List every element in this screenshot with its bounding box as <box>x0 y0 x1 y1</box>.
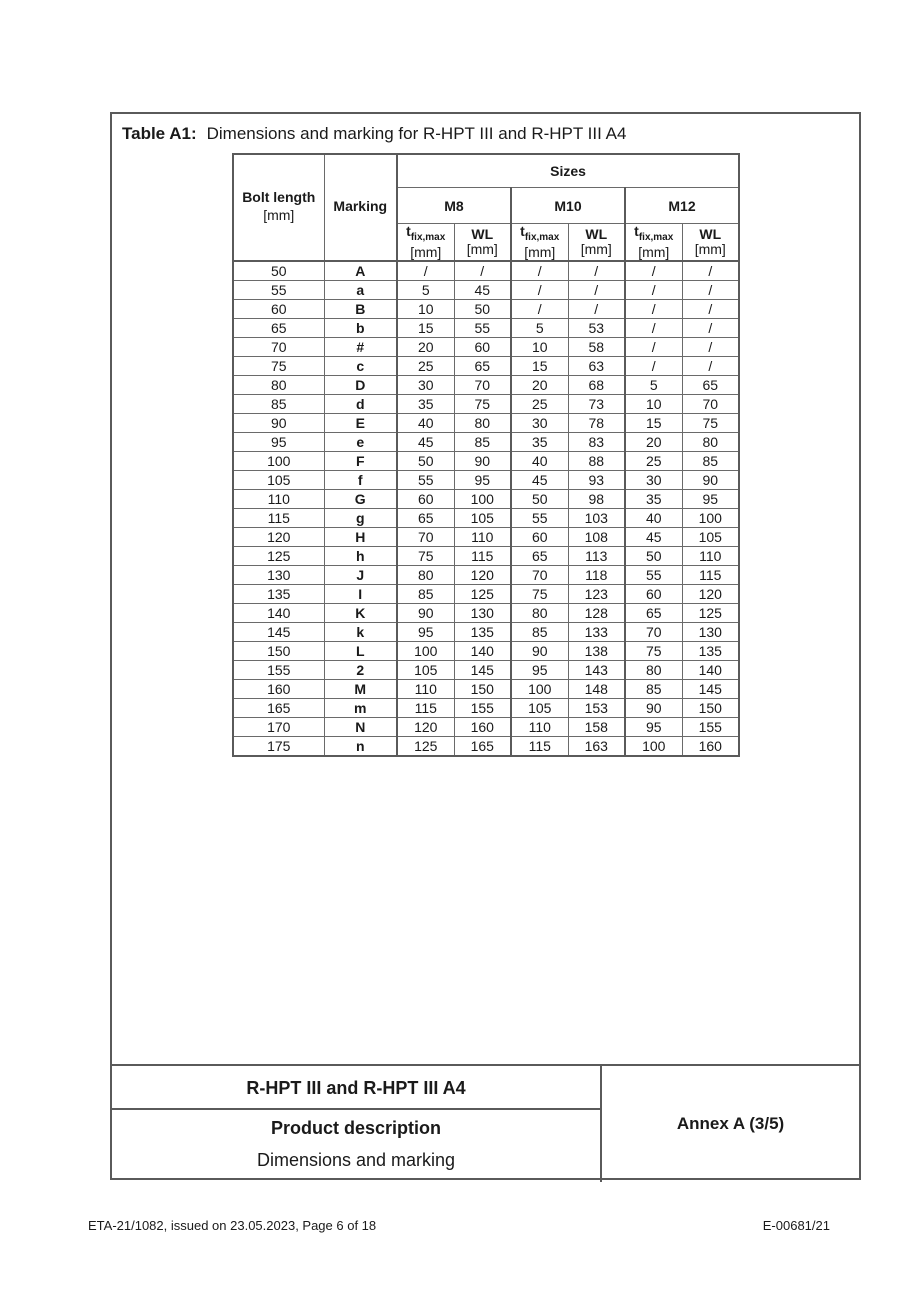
cell-m12-tfix: 80 <box>625 661 682 680</box>
table-row <box>233 566 739 585</box>
cell-bolt-length: 100 <box>233 452 324 471</box>
table-row <box>233 680 739 699</box>
cell-m12-tfix: 65 <box>625 604 682 623</box>
cell-m12-tfix: 60 <box>625 585 682 604</box>
cell-bolt-length: 70 <box>233 338 324 357</box>
subheader-tfix-max <box>625 224 682 262</box>
cell-m12-tfix: 55 <box>625 566 682 585</box>
cell-m10-wl: 108 <box>568 528 625 547</box>
table-row <box>233 319 739 338</box>
table-row <box>233 338 739 357</box>
cell-m10-wl: 58 <box>568 338 625 357</box>
wl-symbol: WL <box>699 226 722 242</box>
table-row <box>233 528 739 547</box>
cell-m8-tfix: 60 <box>397 490 454 509</box>
tfix-subscript: fix,max <box>638 231 674 243</box>
cell-m10-wl: 53 <box>568 319 625 338</box>
cell-m8-tfix: 105 <box>397 661 454 680</box>
cell-m10-tfix: 35 <box>511 433 568 452</box>
cell-bolt-length: 85 <box>233 395 324 414</box>
cell-m10-tfix: 90 <box>511 642 568 661</box>
cell-m12-tfix: 5 <box>625 376 682 395</box>
cell-marking: N <box>324 718 397 737</box>
cell-m10-tfix: / <box>511 300 568 319</box>
cell-m8-tfix: 35 <box>397 395 454 414</box>
cell-m10-tfix: 110 <box>511 718 568 737</box>
cell-bolt-length: 155 <box>233 661 324 680</box>
bolt-length-unit: [mm] <box>263 206 295 223</box>
cell-m12-wl: 135 <box>682 642 739 661</box>
cell-bolt-length: 65 <box>233 319 324 338</box>
cell-m12-tfix: / <box>625 319 682 338</box>
cell-m8-tfix: 55 <box>397 471 454 490</box>
cell-m10-wl: / <box>568 261 625 281</box>
cell-m10-tfix: 70 <box>511 566 568 585</box>
tfix-unit: [mm] <box>410 243 442 260</box>
cell-marking: M <box>324 680 397 699</box>
cell-marking: E <box>324 414 397 433</box>
cell-marking: # <box>324 338 397 357</box>
cell-m12-wl: 90 <box>682 471 739 490</box>
cell-m10-tfix: / <box>511 281 568 300</box>
cell-m12-wl: / <box>682 300 739 319</box>
table-row <box>233 604 739 623</box>
table-row <box>233 395 739 414</box>
cell-marking: I <box>324 585 397 604</box>
bolt-length-title: Bolt length <box>242 188 316 205</box>
cell-m8-tfix: 80 <box>397 566 454 585</box>
cell-m10-wl: 133 <box>568 623 625 642</box>
cell-marking: d <box>324 395 397 414</box>
cell-m12-tfix: 70 <box>625 623 682 642</box>
cell-m12-tfix: 45 <box>625 528 682 547</box>
cell-m12-tfix: 85 <box>625 680 682 699</box>
cell-m8-tfix: 10 <box>397 300 454 319</box>
header-bolt-length-blank <box>233 224 324 262</box>
cell-m12-wl: / <box>682 319 739 338</box>
product-description: Product description <box>270 1118 441 1138</box>
cell-m12-tfix: / <box>625 281 682 300</box>
table-row <box>233 471 739 490</box>
cell-m12-wl: 80 <box>682 433 739 452</box>
cell-m8-tfix: 120 <box>397 718 454 737</box>
cell-m8-tfix: 65 <box>397 509 454 528</box>
cell-m8-wl: 125 <box>454 585 511 604</box>
cell-m8-wl: 105 <box>454 509 511 528</box>
cell-m12-wl: 65 <box>682 376 739 395</box>
document-reference: ETA-21/1082, issued on 23.05.2023, Page 6 of 18 <box>88 1218 377 1233</box>
cell-m8-wl: 140 <box>454 642 511 661</box>
cell-m8-wl: / <box>454 261 511 281</box>
cell-marking: K <box>324 604 397 623</box>
cell-marking: n <box>324 737 397 757</box>
cell-m8-wl: 135 <box>454 623 511 642</box>
cell-m8-tfix: 20 <box>397 338 454 357</box>
table-caption <box>122 124 626 144</box>
cell-m8-tfix: 110 <box>397 680 454 699</box>
cell-m12-wl: 115 <box>682 566 739 585</box>
cell-m10-wl: 78 <box>568 414 625 433</box>
cell-bolt-length: 80 <box>233 376 324 395</box>
cell-bolt-length: 75 <box>233 357 324 376</box>
cell-bolt-length: 150 <box>233 642 324 661</box>
cell-m10-wl: 73 <box>568 395 625 414</box>
cell-marking: J <box>324 566 397 585</box>
cell-m10-tfix: 55 <box>511 509 568 528</box>
table-row <box>233 547 739 566</box>
tfix-symbol: t <box>520 223 525 240</box>
cell-m10-tfix: 15 <box>511 357 568 376</box>
cell-m8-tfix: 95 <box>397 623 454 642</box>
cell-m10-wl: 98 <box>568 490 625 509</box>
cell-m8-wl: 65 <box>454 357 511 376</box>
tfix-subscript: fix,max <box>410 231 446 243</box>
product-name: R-HPT III and R-HPT III A4 <box>112 1066 600 1110</box>
cell-m8-tfix: 70 <box>397 528 454 547</box>
table-row <box>233 261 739 281</box>
cell-m12-wl: 110 <box>682 547 739 566</box>
cell-m12-wl: 100 <box>682 509 739 528</box>
cell-bolt-length: 95 <box>233 433 324 452</box>
cell-m8-tfix: 90 <box>397 604 454 623</box>
cell-m10-tfix: 95 <box>511 661 568 680</box>
cell-bolt-length: 160 <box>233 680 324 699</box>
cell-m12-tfix: 10 <box>625 395 682 414</box>
cell-m12-tfix: 20 <box>625 433 682 452</box>
cell-m8-wl: 50 <box>454 300 511 319</box>
wl-unit: [mm] <box>580 241 612 257</box>
header-bolt-length-label <box>233 188 324 224</box>
cell-m12-tfix: 75 <box>625 642 682 661</box>
cell-m12-wl: 155 <box>682 718 739 737</box>
product-subdescription: Dimensions and marking <box>256 1150 456 1170</box>
table-row <box>233 414 739 433</box>
cell-m12-wl: 160 <box>682 737 739 757</box>
cell-m10-wl: 63 <box>568 357 625 376</box>
subheader-tfix-max <box>511 224 568 262</box>
cell-bolt-length: 130 <box>233 566 324 585</box>
cell-m8-wl: 120 <box>454 566 511 585</box>
cell-bolt-length: 135 <box>233 585 324 604</box>
dimensions-table <box>232 153 740 757</box>
cell-marking: e <box>324 433 397 452</box>
cell-m10-tfix: 20 <box>511 376 568 395</box>
cell-m8-tfix: 75 <box>397 547 454 566</box>
subheader-tfix-max <box>397 224 454 262</box>
annex-footer <box>112 1064 859 1182</box>
document-number: E-00681/21 <box>762 1218 830 1233</box>
cell-m8-wl: 110 <box>454 528 511 547</box>
cell-m12-wl: 150 <box>682 699 739 718</box>
table-row <box>233 509 739 528</box>
cell-m12-wl: 125 <box>682 604 739 623</box>
cell-m8-wl: 130 <box>454 604 511 623</box>
wl-unit: [mm] <box>466 241 498 257</box>
cell-m10-tfix: 115 <box>511 737 568 757</box>
cell-marking: m <box>324 699 397 718</box>
header-sizes: Sizes <box>397 154 739 188</box>
cell-m10-wl: 118 <box>568 566 625 585</box>
cell-m10-wl: 148 <box>568 680 625 699</box>
cell-m10-tfix: 40 <box>511 452 568 471</box>
header-marking-blank <box>324 224 397 262</box>
cell-m12-tfix: / <box>625 300 682 319</box>
cell-bolt-length: 170 <box>233 718 324 737</box>
cell-bolt-length: 55 <box>233 281 324 300</box>
size-group-m12: M12 <box>625 188 739 224</box>
cell-m10-tfix: 105 <box>511 699 568 718</box>
cell-m10-tfix: 30 <box>511 414 568 433</box>
cell-bolt-length: 90 <box>233 414 324 433</box>
wl-symbol: WL <box>471 226 494 242</box>
cell-m8-wl: 85 <box>454 433 511 452</box>
cell-m12-wl: / <box>682 357 739 376</box>
cell-m12-tfix: 100 <box>625 737 682 757</box>
cell-m10-wl: 93 <box>568 471 625 490</box>
cell-m8-wl: 90 <box>454 452 511 471</box>
cell-m12-tfix: 15 <box>625 414 682 433</box>
cell-m10-tfix: 85 <box>511 623 568 642</box>
cell-m10-wl: 113 <box>568 547 625 566</box>
table-row <box>233 718 739 737</box>
cell-marking: 2 <box>324 661 397 680</box>
cell-m10-tfix: 25 <box>511 395 568 414</box>
cell-m8-tfix: 15 <box>397 319 454 338</box>
cell-m10-tfix: / <box>511 261 568 281</box>
cell-bolt-length: 145 <box>233 623 324 642</box>
cell-m12-wl: 75 <box>682 414 739 433</box>
cell-m10-tfix: 100 <box>511 680 568 699</box>
cell-m12-tfix: / <box>625 338 682 357</box>
cell-m8-tfix: 115 <box>397 699 454 718</box>
table-caption-label: Table A1: <box>122 124 197 143</box>
tfix-symbol: t <box>634 223 639 240</box>
subheader-wl <box>682 224 739 262</box>
cell-m8-tfix: / <box>397 261 454 281</box>
cell-marking: A <box>324 261 397 281</box>
cell-m10-tfix: 80 <box>511 604 568 623</box>
cell-m8-wl: 70 <box>454 376 511 395</box>
table-row <box>233 376 739 395</box>
cell-bolt-length: 105 <box>233 471 324 490</box>
table-row <box>233 452 739 471</box>
cell-m8-wl: 165 <box>454 737 511 757</box>
cell-m12-tfix: 35 <box>625 490 682 509</box>
table-row <box>233 357 739 376</box>
cell-bolt-length: 110 <box>233 490 324 509</box>
cell-m10-wl: 88 <box>568 452 625 471</box>
cell-bolt-length: 165 <box>233 699 324 718</box>
cell-m12-wl: / <box>682 281 739 300</box>
cell-marking: c <box>324 357 397 376</box>
cell-m10-tfix: 60 <box>511 528 568 547</box>
cell-m12-tfix: 95 <box>625 718 682 737</box>
cell-marking: g <box>324 509 397 528</box>
tfix-unit: [mm] <box>638 243 670 260</box>
cell-m12-wl: 120 <box>682 585 739 604</box>
cell-m10-tfix: 75 <box>511 585 568 604</box>
cell-bolt-length: 50 <box>233 261 324 281</box>
cell-marking: a <box>324 281 397 300</box>
cell-bolt-length: 175 <box>233 737 324 757</box>
tfix-symbol: t <box>406 223 411 240</box>
cell-m8-tfix: 45 <box>397 433 454 452</box>
cell-m10-wl: 83 <box>568 433 625 452</box>
table-row <box>233 585 739 604</box>
cell-m10-wl: 158 <box>568 718 625 737</box>
cell-m10-tfix: 5 <box>511 319 568 338</box>
table-row <box>233 281 739 300</box>
cell-m10-wl: 68 <box>568 376 625 395</box>
cell-m12-wl: / <box>682 338 739 357</box>
cell-marking: F <box>324 452 397 471</box>
cell-m8-wl: 145 <box>454 661 511 680</box>
cell-m10-tfix: 50 <box>511 490 568 509</box>
wl-unit: [mm] <box>694 241 726 257</box>
table-row <box>233 623 739 642</box>
cell-bolt-length: 60 <box>233 300 324 319</box>
subheader-wl <box>568 224 625 262</box>
cell-m12-tfix: 30 <box>625 471 682 490</box>
cell-m8-wl: 150 <box>454 680 511 699</box>
cell-m8-wl: 95 <box>454 471 511 490</box>
table-row <box>233 300 739 319</box>
cell-bolt-length: 115 <box>233 509 324 528</box>
cell-marking: h <box>324 547 397 566</box>
wl-symbol: WL <box>585 226 608 242</box>
table-row <box>233 642 739 661</box>
tfix-subscript: fix,max <box>524 231 560 243</box>
cell-m8-wl: 80 <box>454 414 511 433</box>
cell-m8-wl: 55 <box>454 319 511 338</box>
cell-marking: k <box>324 623 397 642</box>
size-group-m10: M10 <box>511 188 625 224</box>
table-row <box>233 433 739 452</box>
cell-m12-tfix: / <box>625 261 682 281</box>
subheader-wl <box>454 224 511 262</box>
table-row <box>233 699 739 718</box>
cell-m10-tfix: 65 <box>511 547 568 566</box>
cell-bolt-length: 120 <box>233 528 324 547</box>
cell-m12-tfix: / <box>625 357 682 376</box>
cell-m10-wl: 143 <box>568 661 625 680</box>
cell-m12-wl: 145 <box>682 680 739 699</box>
cell-m8-tfix: 30 <box>397 376 454 395</box>
header-marking-top <box>324 154 397 188</box>
cell-m8-wl: 100 <box>454 490 511 509</box>
cell-m8-tfix: 25 <box>397 357 454 376</box>
cell-m10-wl: 123 <box>568 585 625 604</box>
cell-m8-wl: 160 <box>454 718 511 737</box>
cell-m8-wl: 75 <box>454 395 511 414</box>
cell-m12-wl: 140 <box>682 661 739 680</box>
cell-m12-tfix: 90 <box>625 699 682 718</box>
cell-m10-wl: / <box>568 281 625 300</box>
cell-m10-wl: 153 <box>568 699 625 718</box>
cell-m10-tfix: 10 <box>511 338 568 357</box>
cell-m12-wl: 130 <box>682 623 739 642</box>
cell-m12-wl: 105 <box>682 528 739 547</box>
cell-m10-wl: 128 <box>568 604 625 623</box>
cell-marking: D <box>324 376 397 395</box>
cell-m10-tfix: 45 <box>511 471 568 490</box>
cell-m8-tfix: 5 <box>397 281 454 300</box>
cell-marking: G <box>324 490 397 509</box>
cell-m12-tfix: 25 <box>625 452 682 471</box>
cell-m8-tfix: 125 <box>397 737 454 757</box>
header-bolt-length <box>233 154 324 188</box>
cell-m8-wl: 60 <box>454 338 511 357</box>
cell-marking: f <box>324 471 397 490</box>
cell-m8-tfix: 40 <box>397 414 454 433</box>
tfix-unit: [mm] <box>524 243 556 260</box>
footer-left-panel <box>112 1066 602 1182</box>
cell-m8-wl: 155 <box>454 699 511 718</box>
cell-m8-tfix: 50 <box>397 452 454 471</box>
annex-label: Annex A (3/5) <box>676 1114 785 1133</box>
cell-m8-tfix: 85 <box>397 585 454 604</box>
cell-m10-wl: 163 <box>568 737 625 757</box>
cell-m12-wl: / <box>682 261 739 281</box>
cell-marking: H <box>324 528 397 547</box>
cell-m12-tfix: 40 <box>625 509 682 528</box>
cell-marking: b <box>324 319 397 338</box>
cell-bolt-length: 125 <box>233 547 324 566</box>
cell-m8-tfix: 100 <box>397 642 454 661</box>
cell-m12-wl: 85 <box>682 452 739 471</box>
cell-m12-tfix: 50 <box>625 547 682 566</box>
table-row <box>233 490 739 509</box>
size-group-m8: M8 <box>397 188 511 224</box>
annex-frame <box>110 112 861 1180</box>
header-marking: Marking <box>324 188 397 224</box>
table-caption-text: Dimensions and marking for R-HPT III and R-HPT III A4 <box>206 124 627 143</box>
cell-m8-wl: 115 <box>454 547 511 566</box>
cell-marking: L <box>324 642 397 661</box>
cell-m10-wl: / <box>568 300 625 319</box>
cell-bolt-length: 140 <box>233 604 324 623</box>
cell-m10-wl: 138 <box>568 642 625 661</box>
cell-m12-wl: 70 <box>682 395 739 414</box>
cell-marking: B <box>324 300 397 319</box>
cell-m12-wl: 95 <box>682 490 739 509</box>
cell-m8-wl: 45 <box>454 281 511 300</box>
table-row <box>233 737 739 757</box>
table-row <box>233 661 739 680</box>
cell-m10-wl: 103 <box>568 509 625 528</box>
